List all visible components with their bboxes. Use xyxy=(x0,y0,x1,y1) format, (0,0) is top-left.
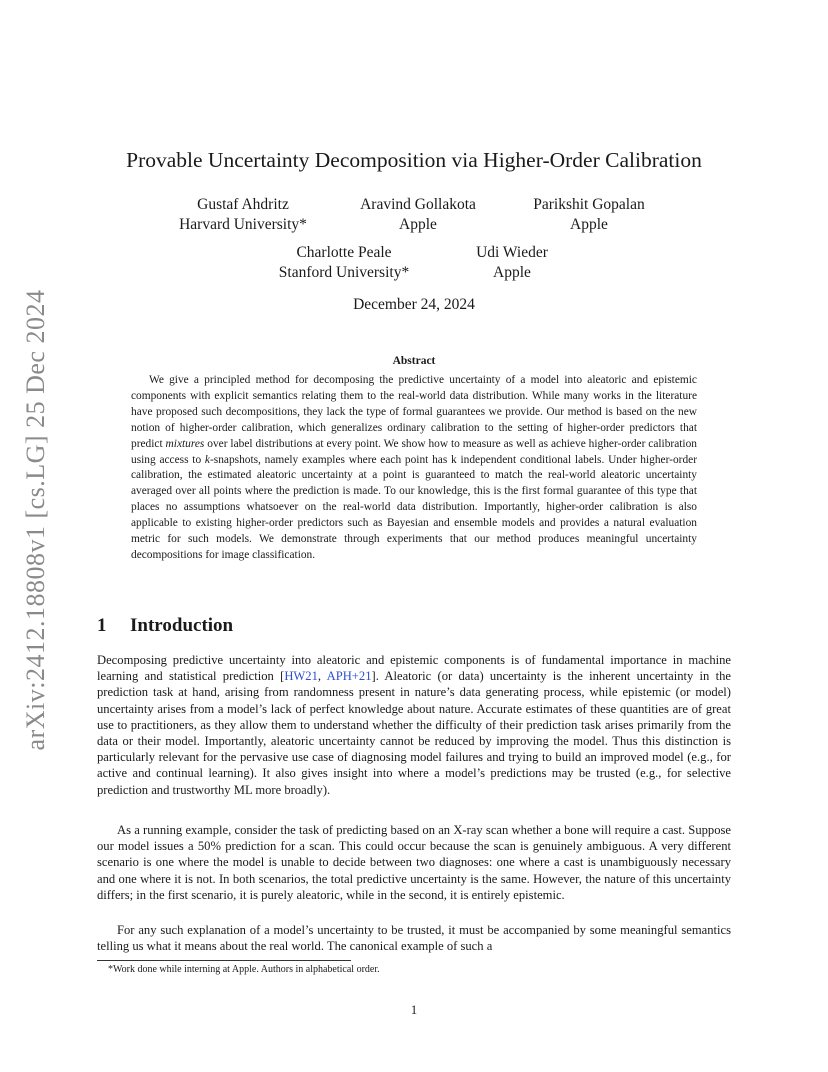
abstract-italic-word: mixtures xyxy=(165,437,205,450)
intro-paragraph-1 xyxy=(97,652,731,798)
abstract-text-part: over label distributions at every point. We show how to measure as well as achieve higher-order calibration using access to xyxy=(131,437,697,466)
footnote: *Work done while interning at Apple. Authors in alphabetical order. xyxy=(108,964,380,975)
author-block xyxy=(466,243,558,283)
author-affiliation: Stanford University* xyxy=(278,264,410,281)
abstract-heading: Abstract xyxy=(392,355,436,367)
citation-separator: , xyxy=(317,669,327,684)
author-affiliation: Apple xyxy=(399,216,437,233)
page-number: 1 xyxy=(410,1003,418,1017)
author-affiliation: Apple xyxy=(570,216,608,233)
abstract-text xyxy=(131,373,697,564)
author-name: Udi Wieder xyxy=(476,244,548,261)
author-name: Parikshit Gopalan xyxy=(533,196,645,213)
abstract-text-part: -snapshots, namely examples where each point has k independent conditional labels. Under higher-order calibration, the estimated aleatoric uncertainty at a point is guaranteed to match the real-world aleatoric uncertainty averaged over all points where the prediction is made. To our knowledge, this is the first formal guarantee of this type that places no assumptions whatsoever on the real-world data distribution. Importantly, higher-order calibration is also applicable to existing higher-order predictors such as Bayesian and ensemble models and provides a natural evaluation metric for such models. We demonstrate through experiments that our method produces meaningful uncertainty decompositions for image classification. xyxy=(131,453,697,561)
author-name: Gustaf Ahdritz xyxy=(197,196,289,213)
footnote-divider xyxy=(97,960,351,961)
intro-paragraph-3: For any such explanation of a model’s uncertainty to be trusted, it must be accompanied by some meaningful semantics telling us what it means about the real world. The canonical example of such a xyxy=(97,923,731,954)
citation-link-hw21[interactable]: HW21 xyxy=(284,669,318,684)
paragraph-text: Decomposing predictive uncertainty into aleatoric and epistemic components is of fundamental importance in machine learning and statistical prediction [ xyxy=(97,653,731,684)
arxiv-identifier-stamp[interactable]: arXiv:2412.18808v1 [cs.LG] 25 Dec 2024 xyxy=(21,289,50,751)
abstract-italic-k: k xyxy=(204,453,210,466)
author-block xyxy=(352,195,484,235)
author-block xyxy=(178,195,308,235)
section-number: 1 xyxy=(97,615,107,636)
section-title: Introduction xyxy=(130,615,234,636)
intro-paragraph-2: As a running example, consider the task of predicting based on an X-ray scan whether a bone will require a cast. Suppose our model issues a 50% prediction for a scan. This could occur because the scan is genuinely ambiguous. A very different scenario is one where the model is unable to decide between two diagnoses: one where a cast is unambiguously necessary and one where it is not. In both scenarios, the total predictive uncertainty is the same. However, the nature of this uncertainty differs; in the first scenario, it is purely aleatoric, while in the second, it is entirely epistemic. xyxy=(97,823,731,902)
section-heading xyxy=(97,615,233,637)
citation-link-aph21[interactable]: APH+21 xyxy=(326,669,372,684)
author-name: Aravind Gollakota xyxy=(360,196,476,213)
publication-date: December 24, 2024 xyxy=(353,296,475,313)
author-affiliation: Apple xyxy=(493,264,531,281)
author-block xyxy=(524,195,654,235)
paper-title: Provable Uncertainty Decomposition via Higher-Order Calibration xyxy=(126,148,702,172)
paragraph-text: ]. Aleatoric (or data) uncertainty is the inherent uncertainty in the prediction task at hand, arising from randomness present in nature’s data generating process, while epistemic (or model) uncertainty arises from a model’s lack of perfect knowledge about nature. Accurate estimates of these quantities are of great use to practitioners, as they allow them to understand whether the difficulty of their prediction task arises primarily from the data or their model. Importantly, aleatoric uncertainty cannot be reduced by improving the model. Thus this distinction is particularly relevant for the pervasive use case of diagnosing model failures and trying to build an improved model (e.g., for active and continual learning). It also gives insight into where a model’s predictions may be trusted (e.g., for selective prediction and trustworthy ML more broadly). xyxy=(97,669,731,797)
abstract-text-part: We give a principled method for decomposing the predictive uncertainty of a model into aleatoric and epistemic components with explicit semantics relating them to the real-world data distribution. While many works in the literature have proposed such decompositions, they lack the type of formal guarantees we provide. Our method is based on the new notion of higher-order calibration, which generalizes ordinary calibration to the setting of higher-order predictors that predict xyxy=(131,374,697,450)
author-block xyxy=(274,243,414,283)
author-affiliation: Harvard University* xyxy=(179,216,307,233)
author-name: Charlotte Peale xyxy=(296,244,392,261)
